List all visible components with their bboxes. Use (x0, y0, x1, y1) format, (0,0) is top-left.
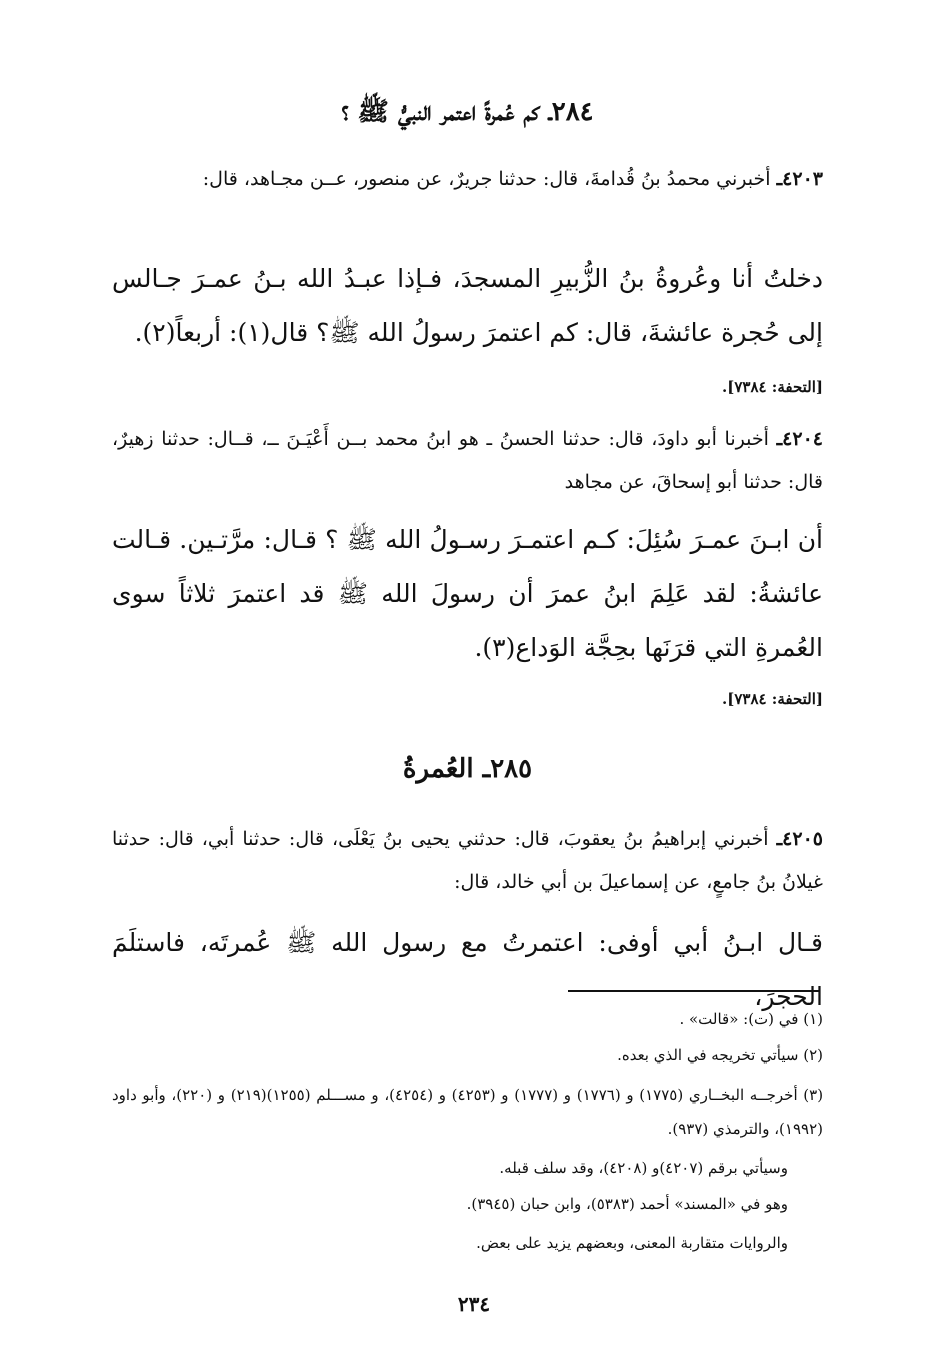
hadith-4205-matn: قـال ابـنُ أبي أوفى: اعتمرتُ مع رسول الله ﷺ عُمرتَه، فاستلَمَ الحجرَ، (112, 928, 823, 1011)
footnote-3-continued: وسيأتي برقم (٤٢٠٧)و (٤٢٠٨)، وقد سلف قبله. (499, 1159, 788, 1177)
footnote-2: (٢) سيأتي تخريجه في الذي بعده. (617, 1046, 823, 1064)
tuhfa-reference: [التحفة: ٧٣٨٤]. (722, 690, 823, 708)
isnad-text: أخبرني محمدُ بنُ قُدامةَ، قال: حدثنا جريرٌ، عن منصور، عــن مجـاهد، قال: (202, 168, 771, 190)
hadith-4203-matn: دخلتُ أنا وعُروةُ بنُ الزُّبيرِ المسجدَ، فـإذا عبـدُ الله بـنُ عمـرَ جـالس إلى حُجرة عائشةَ، قال: كم اعتمرَ رسولُ الله ﷺ؟ قال(١): أربعاً(٢). (112, 264, 823, 347)
chapter-heading-284: ٢٨٤ـ كم عُمرةً اعتمر النبيُّ ﷺ ؟ (341, 97, 594, 127)
footnote-3-musnad: وهو في «المسند» أحمد (٥٣٨٣)، وابن حبان (٣٩٤٥). (466, 1195, 788, 1213)
isnad-text: أخبرني إبراهيمُ بنُ يعقوبَ، قال: حدثني يحيى بنُ يَعْلَى، قال: حدثنا أبي، قال: حدثنا غيلانُ بنُ جامعٍ، عن إسماعيلَ بن أبي خالد، قال: (112, 828, 823, 893)
footnote-3-note: والروايات متقاربة المعنى، وبعضهم يزيد على بعض. (476, 1234, 788, 1252)
hadith-4203-isnad (112, 158, 823, 201)
hadith-number: ٤٢٠٤ـ (776, 428, 823, 450)
hadith-number: ٤٢٠٣ـ (776, 168, 823, 190)
footnote-3: (٣) أخرجــه البخــاري (١٧٧٥) و (١٧٧٦) و (١٧٧٧) و (٤٢٥٣) و (٤٢٥٤)، و مســـلم (١٢٥٥)(٢١٩) و (٢٢٠)، وأبو داود (١٩٩٢)، والترمذي (٩٣٧). (112, 1086, 824, 1138)
chapter-heading-285: ٢٨٥ـ العُمرةُ (402, 754, 533, 784)
hadith-4204-isnad (112, 418, 823, 504)
hadith-number: ٤٢٠٥ـ (776, 828, 823, 850)
isnad-text: أخبرنا أبو داودَ، قال: حدثنا الحسنُ ـ هو ابنُ محمد بــن أَعْيَـنَ ــ، قــال: حدثنا زهيرٌ، قال: حدثنا أبو إسحاقَ، عن مجاهد (112, 428, 823, 493)
footnote-divider (568, 990, 820, 992)
hadith-4205-isnad (112, 818, 823, 904)
hadith-4204-matn: أن ابـنَ عمـرَ سُئِلَ: كـم اعتمـرَ رسـولُ الله ﷺ ؟ قـال: مرَّتـين. قـالت عائشةُ: لقد عَلِمَ ابنُ عمرَ أن رسولَ الله ﷺ قد اعتمرَ ثلاثاً سوى العُمرةِ التي قرَنَها بحِجَّة الوَداع(٣). (112, 525, 823, 662)
footnote-1: (١) في (ت): «قالت» . (679, 1010, 823, 1028)
page-number: ٢٣٤ (457, 1292, 491, 1316)
tuhfa-reference: [التحفة: ٧٣٨٤]. (722, 378, 823, 396)
